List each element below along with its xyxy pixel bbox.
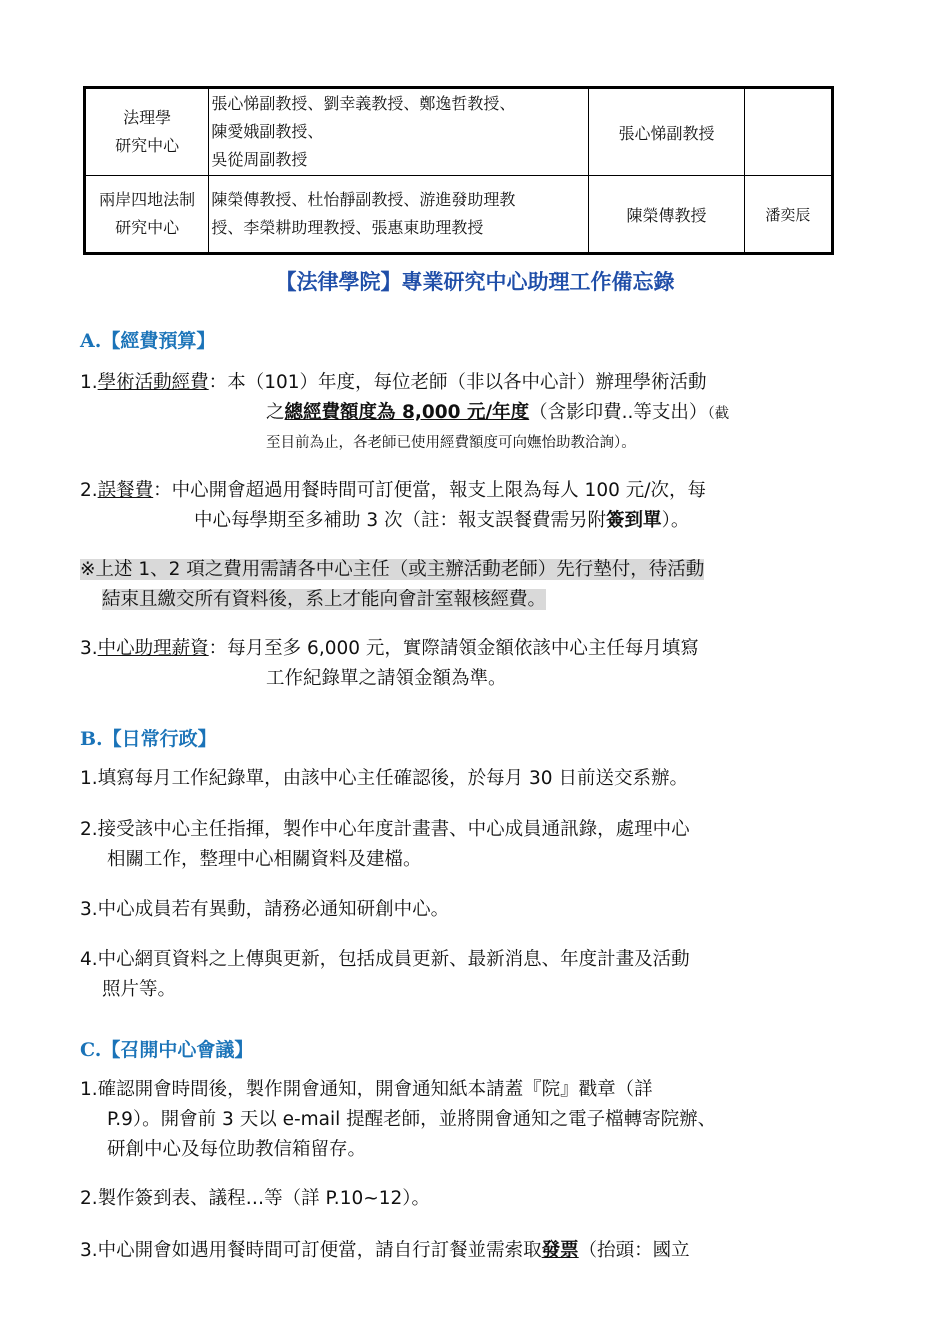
item-text: ）。 — [661, 510, 690, 531]
item-label: 學術活動經費 — [97, 372, 209, 393]
item-note: （截 — [707, 406, 730, 422]
members-line: 張心悌副教授、劉幸義教授、鄭逸哲教授、 — [211, 94, 516, 113]
item-line: 1.確認開會時間後，製作開會通知，開會通知紙本請蓋『院』戳章（詳 — [80, 1079, 653, 1100]
item-line — [80, 368, 850, 398]
section-b-heading: B.【日常行政】 — [80, 728, 217, 750]
item-label: 中心助理薪資 — [97, 638, 209, 659]
section-b-item-1: 1.填寫每月工作紀錄單，由該中心主任確認後，於每月 30 日前送交系辦。 — [80, 768, 688, 789]
budget-limit: 總經費額度為 8,000 元/年度 — [284, 402, 530, 423]
item-line: 相關工作，整理中心相關資料及建檔。 — [107, 849, 422, 870]
item-text: 中心每學期至多補助 3 次（註：報支誤餐費需另附 — [194, 510, 607, 531]
sign-in-sheet: 簽到單 — [606, 510, 662, 531]
expense-notice — [80, 555, 850, 615]
item-line: 照片等。 — [102, 979, 177, 1000]
item-line: 研創中心及每位助教信箱留存。 — [107, 1139, 367, 1160]
item-text: 3.中心開會如遇用餐時間可訂便當，請自行訂餐並需索取 — [80, 1240, 542, 1261]
item-line — [80, 476, 850, 506]
section-c-item-3 — [80, 1236, 850, 1266]
item-text: ：中心開會超過用餐時間可訂便當，報支上限為每人 100 元/次，每 — [153, 480, 706, 501]
center-members-cell — [209, 176, 589, 254]
center-name-line: 兩岸四地法制 — [99, 190, 196, 209]
center-director-cell: 陳榮傳教授 — [589, 176, 744, 254]
item-line — [80, 634, 850, 664]
section-c-item-1 — [80, 1075, 850, 1165]
section-b-item-2 — [80, 815, 850, 875]
notice-text: ※上述 1、2 項之費用需請各中心主任（或主辦活動老師）先行墊付，待活動 — [80, 559, 705, 580]
center-name-line: 研究中心 — [115, 218, 180, 237]
notice-line — [80, 555, 850, 585]
center-director-cell: 張心悌副教授 — [589, 88, 744, 176]
table-row — [85, 176, 833, 254]
members-line: 吳從周副教授 — [211, 150, 308, 169]
item-colon: ： — [208, 372, 228, 393]
center-assistant-cell: 潘奕辰 — [744, 176, 832, 254]
section-b-item-4 — [80, 945, 850, 1005]
members-line: 授、李榮耕助理教授、張惠東助理教授 — [211, 218, 484, 237]
item-number: 2. — [80, 480, 98, 501]
item-note: 至目前為止，各老師已使用經費額度可向嫵怡助教洽詢）。 — [266, 435, 636, 451]
center-name-line: 法理學 — [123, 108, 172, 127]
section-a-item-2 — [80, 476, 850, 536]
notice-text: 結束且繳交所有資料後，系上才能向會計室報核經費。 — [102, 589, 547, 610]
section-c-item-2: 2.製作簽到表、議程…等（詳 P.10~12）。 — [80, 1188, 431, 1209]
item-text: （抬頭：國立 — [578, 1240, 690, 1261]
table-row — [85, 88, 833, 176]
memo-title: 【法律學院】專業研究中心助理工作備忘錄 — [275, 269, 675, 294]
center-name-line: 研究中心 — [115, 136, 180, 155]
item-text: 本（101）年度，每位老師（非以各中心計）辦理學術活動 — [227, 372, 707, 393]
item-line: 4.中心網頁資料之上傳與更新，包括成員更新、最新消息、年度計畫及活動 — [80, 949, 690, 970]
section-a-item-1 — [80, 368, 850, 457]
center-assistant-cell — [744, 88, 832, 176]
item-text: 之 — [266, 402, 285, 423]
invoice-text: 發票 — [541, 1240, 579, 1261]
item-number: 3. — [80, 638, 98, 659]
item-line: P.9）。開會前 3 天以 e-mail 提醒老師，並將開會通知之電子檔轉寄院辦、 — [107, 1109, 717, 1130]
item-line — [80, 506, 850, 536]
item-line: 工作紀錄單之請領金額為準。 — [266, 668, 507, 689]
section-c-heading: C.【召開中心會議】 — [80, 1039, 254, 1061]
item-line: 2.接受該中心主任指揮，製作中心年度計畫書、中心成員通訊錄，處理中心 — [80, 819, 690, 840]
research-center-table — [83, 86, 834, 255]
item-number: 1. — [80, 372, 98, 393]
section-a-heading: A.【經費預算】 — [80, 330, 216, 352]
item-label: 誤餐費 — [97, 480, 154, 501]
center-name-cell — [85, 176, 209, 254]
notice-line — [80, 585, 850, 615]
center-name-cell — [85, 88, 209, 176]
section-b-item-3: 3.中心成員若有異動，請務必通知研創中心。 — [80, 899, 450, 920]
item-line — [80, 398, 850, 429]
item-text: （含影印費..等支出） — [529, 402, 708, 423]
section-a-item-3 — [80, 634, 850, 694]
item-text: ：每月至多 6,000 元，實際請領金額依該中心主任每月填寫 — [208, 638, 699, 659]
members-line: 陳愛娥副教授、 — [211, 122, 324, 141]
center-members-cell — [209, 88, 589, 176]
members-line: 陳榮傳教授、杜怡靜副教授、游進發助理教 — [211, 190, 516, 209]
